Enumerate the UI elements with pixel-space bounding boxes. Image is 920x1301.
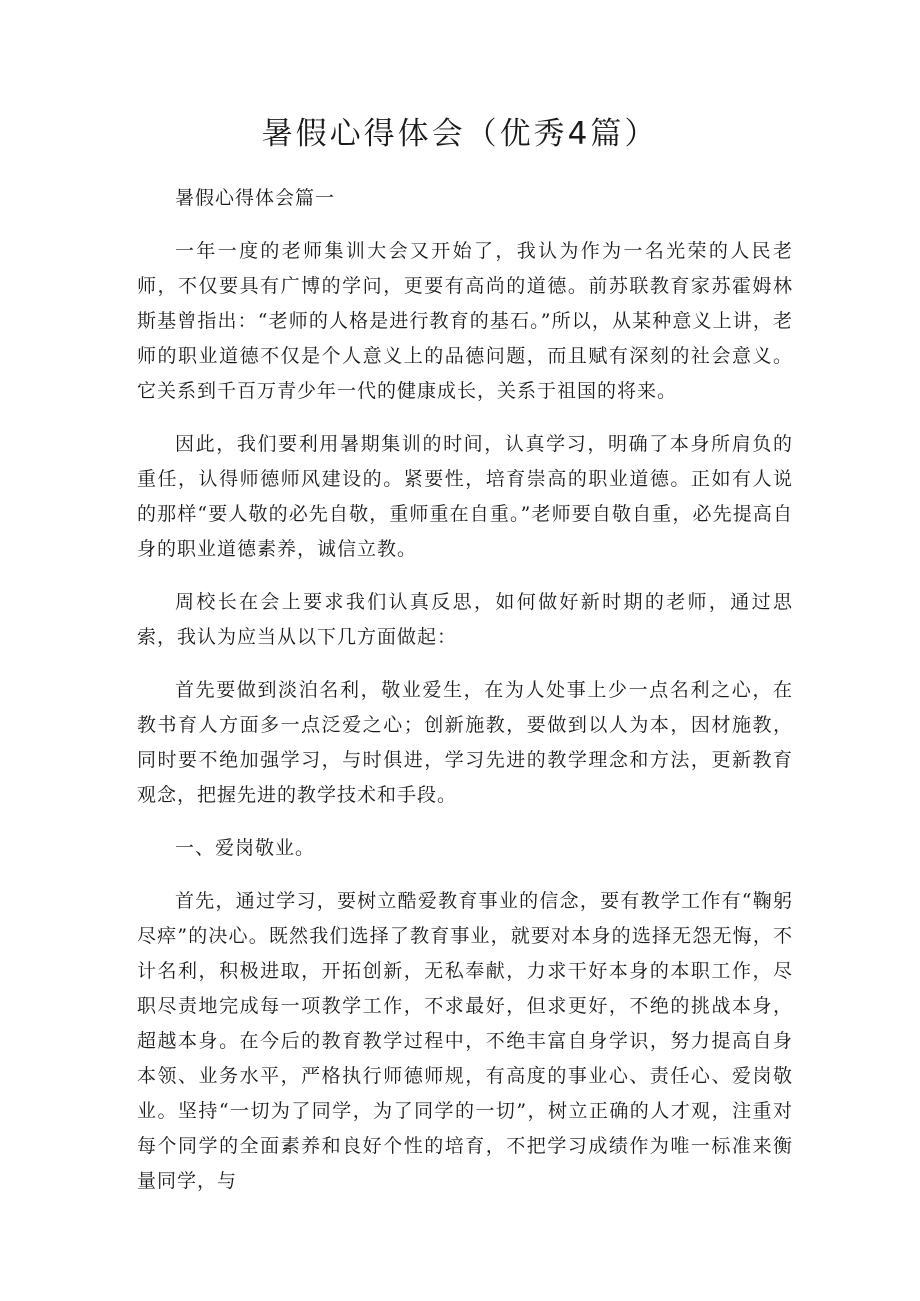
paragraph-2: 因此，我们要利用暑期集训的时间，认真学习，明确了本身所肩负的重任，认得师德师风建设的。紧要性，培育崇高的职业道德。正如有人说的那样“要人敬的必先自敬，重师重在自重。”老师要自敬自重，必先提高自身的职业道德素养，诚信立教。 (137, 433, 793, 560)
document-title: 暑假心得体会（优秀4篇） (261, 116, 659, 152)
document-body (137, 181, 793, 1217)
section-heading: 暑假心得体会篇一 (175, 187, 336, 209)
paragraph-5: 首先，通过学习，要树立酷爱教育事业的信念，要有教学工作有“鞠躬尽瘁”的决心。既然我们选择了教育事业，就要对本身的选择无怨无悔，不计名利，积极进取，开拓创新，无私奉献，力求干好本身的本职工作，尽职尽责地完成每一项教学工作，不求最好，但求更好，不绝的挑战本身，超越本身。在今后的教育教学过程中，不绝丰富自身学识，努力提高自身本领、业务水平，严格执行师德师规，有高度的事业心、责任心、爱岗敬业。坚持“一切为了同学，为了同学的一切”，树立正确的人才观，注重对每个同学的全面素养和良好个性的培育，不把学习成绩作为唯一标准来衡量同学，与 (137, 890, 793, 1192)
subheading: 一、爱岗敬业。 (175, 837, 316, 859)
paragraph-1: 一年一度的老师集训大会又开始了，我认为作为一名光荣的人民老师，不仅要具有广博的学问，更要有高尚的道德。前苏联教育家苏霍姆林斯基曾指出：“老师的人格是进行教育的基石。”所以，从某种意义上讲，老师的职业道德不仅是个人意义上的品德问题，而且赋有深刻的社会意义。它关系到千百万青少年一代的健康成长，关系于祖国的将来。 (137, 240, 793, 402)
paragraph-4: 首先要做到淡泊名利，敬业爱生，在为人处事上少一点名利之心，在教书育人方面多一点泛爱之心；创新施教，要做到以人为本，因材施教，同时要不绝加强学习，与时俱进，学习先进的教学理念和方法，更新教育观念，把握先进的教学技术和手段。 (137, 679, 793, 806)
paragraph-3: 周校长在会上要求我们认真反思，如何做好新时期的老师，通过思索，我认为应当从以下几方面做起： (137, 591, 793, 648)
